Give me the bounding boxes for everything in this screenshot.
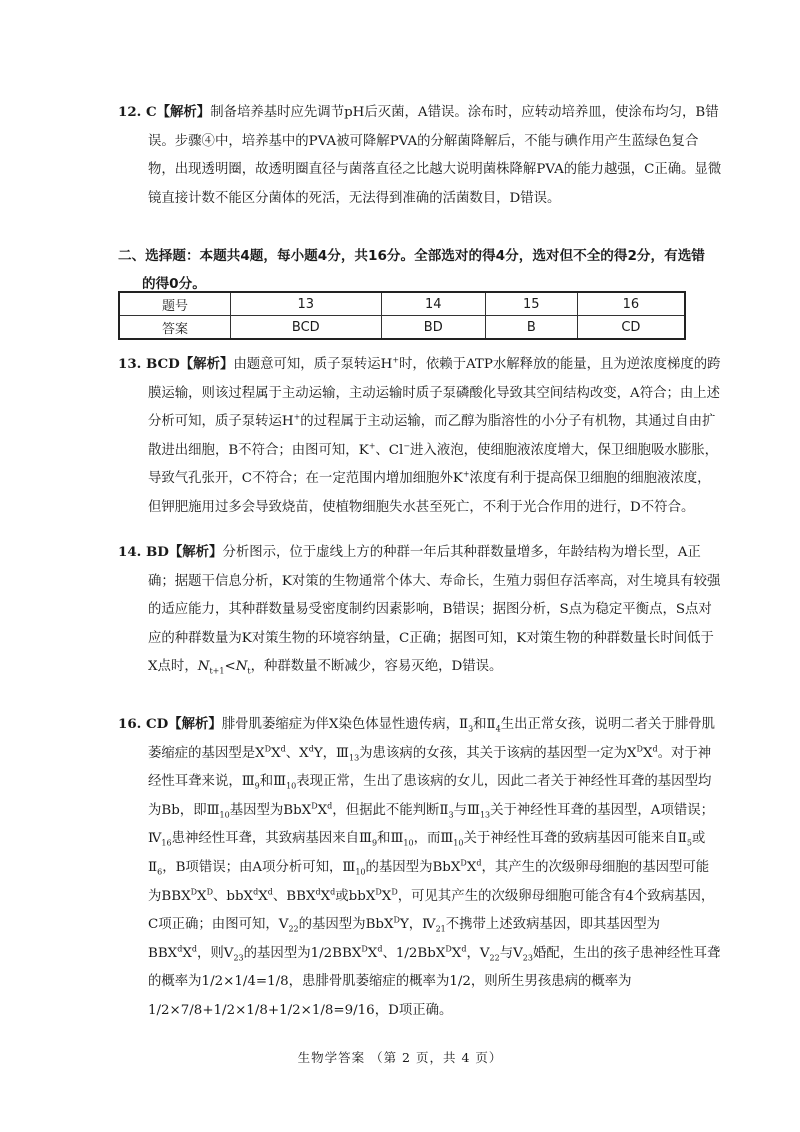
q16-sub: 9 (371, 839, 378, 849)
q16-sub: 21 (435, 924, 446, 934)
q16-sub: 22 (489, 953, 500, 963)
q16-sub: 10 (403, 839, 414, 849)
q16-text: 和Ⅲ (259, 774, 287, 790)
q16-sup: d (476, 858, 482, 868)
q16-sup: D (264, 744, 272, 754)
q16-sup: d (280, 744, 286, 754)
q16-text: 、bbX (213, 888, 254, 904)
q16-sup: d (177, 944, 183, 954)
q14-text: 分析图示，位于虚线上方的种群一年后其种群数量增多，年龄结构为增长型，A正确；据题干信息分析，K对策的生物通常个体大、寿命长，生殖力弱但存活率高，对生境具有较强的适应能力，其种群数量易受密度制约因素影响，B错误；据图分析，S点为稳定平衡点，S点对应的种群数量为K对策生物的环境容纳量，C正确；据图可知，K对策生物的种群数量长时间低于X点时， (148, 545, 721, 675)
q16-text: 关于神经性耳聋的致病基因可能来自Ⅱ (463, 831, 687, 847)
q16-sup: D (391, 887, 398, 897)
q16-sup: d (315, 887, 321, 897)
q16-text: 基因型为BbX (229, 802, 312, 818)
q16-text: 、BBX (272, 888, 316, 904)
q14-text: < (224, 659, 236, 675)
q12-label: 12. C【解析】 (118, 104, 211, 120)
table-cell-number: 15 (485, 292, 577, 316)
q16-sub: 22 (288, 924, 299, 934)
q16-text: 表现正常，生出了患该病的女儿，因此二者关于神经性耳聋的基因型均为Bb，即Ⅲ (148, 774, 712, 818)
section-2-heading: 二、选择题：本题共4题，每小题4分，共16分。全部选对的得4分，选对但不全的得2分，有选错的得0分。 (118, 248, 705, 292)
table-cell-number: 14 (381, 292, 485, 316)
q13-label: 13. BCD【解析】 (118, 356, 234, 372)
q16-sup: d (191, 944, 198, 954)
q13-sup: − (403, 441, 411, 451)
q16-text: X (381, 888, 392, 904)
q16-sup: D (460, 858, 467, 868)
q16-sup: D (375, 887, 382, 897)
q16-sup: d (253, 887, 259, 897)
q16-text: ，B项错误；由A项分析可知，Ⅲ (162, 859, 356, 875)
q16-text: 与Ⅲ (453, 802, 480, 818)
q16-sup: D (445, 944, 452, 954)
q14-paragraph (118, 538, 722, 682)
q16-text: ，而Ⅲ (413, 831, 454, 847)
q16-sub: 16 (161, 839, 172, 849)
q16-text: X (367, 945, 378, 961)
q16-text: 的基因型为BbX (365, 859, 461, 875)
table-row-numbers (119, 292, 685, 316)
q16-sup: d (327, 801, 333, 811)
table-cell-answer: BCD (231, 316, 382, 340)
table-cell-answer: B (485, 316, 577, 340)
q16-text: X (317, 802, 328, 818)
q16-text: 或Ⅱ (148, 831, 706, 875)
q14-var: N (235, 659, 248, 675)
q16-sub: 3 (448, 810, 454, 820)
q13-sup: + (293, 412, 301, 422)
q16-sup: D (636, 744, 643, 754)
q16-sup: d (377, 944, 383, 954)
q14-sub: t (247, 667, 251, 677)
q16-text: ，则Ⅴ (197, 945, 234, 961)
q16-text: ，但据此不能判断Ⅱ (332, 802, 449, 818)
q16-text: X (320, 888, 331, 904)
q16-sub: 23 (233, 953, 244, 963)
q16-text: X (271, 745, 281, 761)
q16-sub: 23 (522, 953, 533, 963)
table-cell-number: 13 (231, 292, 382, 316)
q16-text: ，可见其产生的次级卵母细胞可能含有4个致病基因，C项正确；由图可知，Ⅴ (148, 888, 715, 933)
q16-label: 16. CD【解析】 (118, 716, 222, 732)
q16-sub: 10 (219, 810, 230, 820)
q16-text: X (451, 945, 462, 961)
q16-text: X (258, 888, 268, 904)
q16-sub: 10 (453, 839, 464, 849)
table-cell-number: 16 (577, 292, 685, 316)
table-cell-answer: CD (577, 316, 685, 340)
q16-sup: d (330, 887, 336, 897)
q16-text: 与Ⅴ (499, 945, 523, 961)
q16-text: 或bbX (335, 888, 376, 904)
q16-sup: d (652, 744, 658, 754)
answer-table (118, 291, 686, 340)
q16-sup: D (361, 944, 368, 954)
q16-text: Y，Ⅳ (399, 917, 436, 933)
q16-sub: 5 (686, 839, 692, 849)
q13-text: 、Cl (375, 442, 404, 458)
q16-sup: D (311, 801, 318, 811)
q16-text: X (197, 888, 207, 904)
q14-var: N (197, 659, 210, 675)
q16-paragraph (118, 710, 722, 1026)
q16-sub: 3 (468, 724, 474, 734)
page-footer: 生物学答案 （第 2 页，共 4 页） (297, 1050, 503, 1065)
table-header-number: 题号 (119, 292, 231, 316)
q16-text: 的基因型为1/2BBX (243, 945, 362, 961)
q16-text: 、1/2BbX (382, 945, 446, 961)
table-row-answers (119, 316, 685, 340)
q13-text: 的过程属于主动运输，而乙醇为脂溶性的小分子有机物，其通过自由扩散进出细胞，B不符合；由图可知，K (148, 414, 716, 458)
q16-sup: D (393, 915, 400, 925)
q14-sub: t+1 (209, 667, 225, 677)
q13-text: 进入液泡，使细胞液浓度增大，保卫细胞吸水膨胀，导致气孔张开，C不符合；在一定范围内增加细胞外K (148, 442, 719, 487)
q14-label: 14. BD【解析】 (118, 544, 223, 560)
q16-sub: 6 (157, 867, 163, 877)
q16-sub: 10 (286, 781, 297, 791)
q16-text: X (642, 745, 653, 761)
q16-text: 。对于神经性耳聋来说，Ⅲ (148, 745, 712, 790)
q16-text: 关于神经性耳聋的基因型，A项错误；Ⅳ (148, 802, 715, 847)
q16-text: ，Ⅴ (466, 945, 490, 961)
q14-text: ，种群数量不断减少，容易灭绝，D错误。 (250, 659, 503, 675)
q16-text: 的基因型为BbX (298, 917, 394, 933)
q16-sub: 4 (495, 724, 501, 734)
q13-paragraph (118, 350, 722, 523)
q16-text: 婚配，生出的孩子患神经性耳聋的概率为1/2×1/4=1/8，患腓骨肌萎缩症的概率为1/2，则所生男孩患病的概率为1/2×7/8+1/2×1/8+1/2×1/8=9/16，D项正确。 (148, 945, 721, 1018)
q16-sub: 9 (254, 781, 260, 791)
q16-text: Y，Ⅲ (313, 745, 349, 761)
q16-sub: 13 (348, 753, 360, 763)
q16-text: 患神经性耳聋，其致病基因来自Ⅲ (171, 831, 372, 847)
q16-text: 、X (285, 745, 309, 761)
q16-text: 为患该病的女孩，其关于该病的基因型一定为X (359, 745, 637, 761)
q16-sup: D (190, 887, 198, 897)
q16-sup: d (267, 887, 273, 897)
q13-text: 时，依赖于ATP水解释放的能量，且为逆浓度梯度的跨膜运输，则该过程属于主动运输，主动运输时质子泵磷酸化导致其空间结构改变，A符合；由上述分析可知，质子泵转运H (148, 357, 721, 430)
q13-text: 浓度有利于提高保卫细胞的细胞液浓度，但钾肥施用过多会导致烧苗，使植物细胞失水甚至死亡，不利于光合作用的进行，D不符合。 (148, 471, 711, 515)
q13-text: 由题意可知，质子泵转运H (233, 357, 393, 372)
q12-paragraph (118, 98, 722, 213)
q16-sup: d (308, 744, 314, 754)
q16-text: 和Ⅱ (473, 717, 496, 732)
q13-sup: + (462, 469, 470, 479)
q16-sup: D (206, 887, 213, 897)
q16-sup: d (461, 944, 467, 954)
q13-sup: + (368, 441, 376, 451)
q16-text: 生出正常女孩，说明二者关于腓骨肌萎缩症的基因型是X (148, 717, 716, 761)
q16-text: X (466, 859, 477, 875)
table-cell-answer: BD (381, 316, 485, 340)
q16-text: ，其产生的次级卵母细胞的基因型可能为BBX (148, 859, 710, 904)
q16-sub: 13 (479, 810, 491, 820)
q16-text: 不携带上述致病基因，即其基因型为BBX (148, 917, 660, 961)
q16-text: 和Ⅲ (377, 831, 404, 847)
q16-sub: 10 (355, 867, 366, 877)
q16-text: X (182, 945, 192, 961)
table-header-answer: 答案 (119, 316, 231, 340)
q13-sup: + (392, 355, 400, 365)
q12-body: 制备培养基时应先调节pH后灭菌，A错误。涂布时，应转动培养皿，使涂布均匀，B错误。步骤④中，培养基中的PVA被可降解PVA的分解菌降解后，不能与碘作用产生蓝绿色复合物，出现透明圈，故透明圈直径与菌落直径之比越大说明菌株降解PVA的能力越强，C正确。显微镜直接计数不能区分菌体的死活，无法得到准确的活菌数目，D错误。 (148, 105, 722, 206)
q16-text: 腓骨肌萎缩症为伴X染色体显性遗传病，Ⅱ (221, 717, 469, 732)
